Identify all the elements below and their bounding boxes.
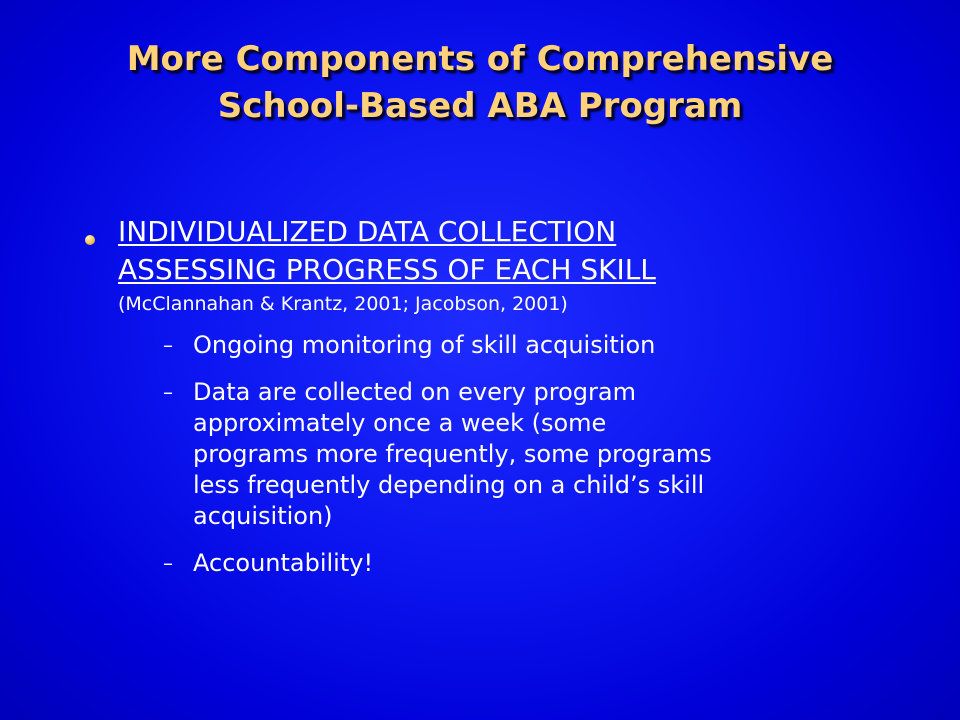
sub-bullet-line: acquisition) (193, 502, 333, 530)
sub-bullet-data-collection (163, 377, 884, 532)
sub-bullet-list (118, 330, 884, 579)
bullet-citation: (McClannahan & Krantz, 2001; Jacobson, 2001) (118, 293, 568, 315)
bullet-dot-icon (85, 235, 95, 245)
sub-bullet-line: programs more frequently, some programs (193, 440, 712, 468)
sub-bullet-text (193, 377, 884, 532)
slide-title-line-2: School-Based ABA Program (217, 86, 743, 126)
bullet-heading-line-2: ASSESSING PROGRESS OF EACH SKILL (118, 253, 656, 286)
sub-bullet-line: approximately once a week (some (193, 409, 607, 437)
slide-title-line-1: More Components of Comprehensive (126, 39, 834, 79)
dash-icon: – (163, 551, 173, 575)
main-bullet (84, 213, 884, 579)
sub-bullet-line: less frequently depending on a child’s skill (193, 471, 705, 499)
slide-body (84, 213, 884, 595)
dash-icon: – (163, 380, 173, 404)
sub-bullet-line: Accountability! (193, 549, 374, 577)
bullet-heading-line-1: INDIVIDUALIZED DATA COLLECTION (118, 215, 617, 248)
dash-icon: – (163, 333, 173, 357)
sub-bullet-text (193, 330, 884, 361)
sub-bullet-line: Ongoing monitoring of skill acquisition (193, 331, 656, 359)
sub-bullet-accountability (163, 548, 884, 579)
sub-bullet-ongoing-monitoring (163, 330, 884, 361)
slide-title (0, 36, 960, 130)
sub-bullet-line: Data are collected on every program (193, 378, 636, 406)
sub-bullet-text (193, 548, 884, 579)
